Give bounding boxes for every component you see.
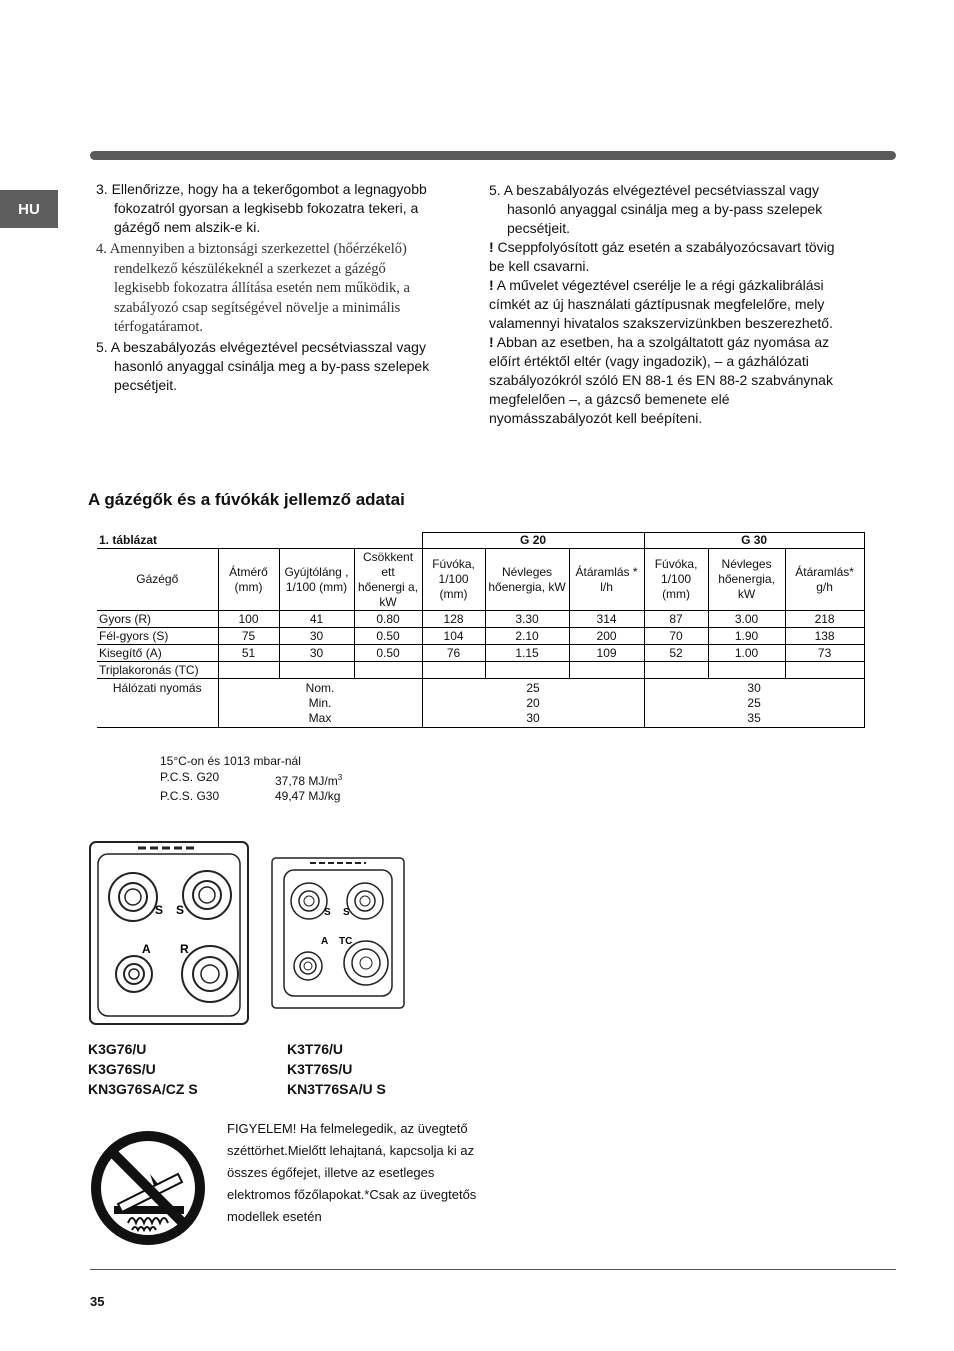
burner-label-s: S: [155, 903, 164, 917]
g20-header: G 20: [422, 533, 644, 549]
col-header: Névleges hőenergia, kW: [485, 549, 569, 611]
pressure-g20: 25 20 30: [422, 679, 644, 728]
col-header: Gázégő: [97, 549, 218, 611]
burner-label-a: A: [142, 942, 151, 956]
header-bar: [90, 151, 896, 160]
burner-label-a: A: [321, 936, 329, 947]
table-row: Gyors (R) 100 41 0.80 128 3.30 314 87 3.00 218: [97, 611, 864, 628]
burner-label-s: S: [176, 903, 185, 917]
burner-label-tc: TC: [339, 936, 353, 947]
g30-header: G 30: [644, 533, 864, 549]
hob-diagram-4-burner: [88, 840, 250, 1026]
table-caption: 1. táblázat: [97, 533, 422, 549]
step-4: 4. Amennyiben a biztonsági szerkezettel (hőérzékelő) rendelkező készülékeknél a szerkezet a gázégő legkisebb fokozatra állítása esetén nem működik, a szabályozó csap segítségével növelje a minimális térfogatáramot.: [96, 241, 410, 335]
model-list-left: K3G76/U K3G76S/U KN3G76SA/CZ S: [88, 1041, 198, 1097]
col-header: Fúvóka, 1/100 (mm): [422, 549, 485, 611]
burner-label-s: S: [324, 907, 331, 918]
section-title: A gázégők és a fúvókák jellemző adatai: [88, 490, 405, 509]
table-row: Fél-gyors (S) 75 30 0.50 104 2.10 200 70 1.90 138: [97, 628, 864, 645]
pressure-row: [97, 679, 864, 728]
note-lpg: ! Cseppfolyósított gáz esetén a szabályozócsavart tövig be kell csavarni.: [489, 239, 835, 274]
col-header: Gyújtóláng , 1/100 (mm): [279, 549, 354, 611]
left-column: [96, 180, 442, 395]
burner-label-s: S: [343, 907, 350, 918]
burner-data-table: [97, 532, 865, 728]
page-number: 35: [90, 1294, 105, 1309]
warning-text: FIGYELEM! Ha felmelegedik, az üvegtető széttörhet.Mielőtt lehajtaná, kapcsolja ki az összes égőfejet, illetve az esetleges elektromos főzőlapokat.*Csak az üvegtetős modellek esetén: [227, 1121, 477, 1224]
col-header: Névleges hőenergia, kW: [708, 549, 785, 611]
step-3: 3. Ellenőrizze, hogy ha a tekerőgombot a legnagyobb fokozatról gyorsan a legkisebb fokozatra tekeri, a gázégő nem alszik-e ki.: [96, 181, 427, 235]
pressure-label: Hálózati nyomás: [97, 679, 218, 728]
col-header: Átáramlás * l/h: [569, 549, 644, 611]
calorific-note: 15°C-on és 1013 mbar-nál P.C.S. G20 37,78 $MJ/m^3$ P.C.S. G30 49,47 MJ/kg: [160, 754, 343, 803]
table-row: Triplakoronás (TC): [97, 662, 864, 679]
step-5: 5. A beszabályozás elvégeztével pecsétviasszal vagy hasonló anyaggal csinálja meg a by-pass szelepek pecsétjeit.: [96, 338, 430, 393]
model-list-right: K3T76/U K3T76S/U KN3T76SA/U S: [287, 1041, 386, 1097]
note-label: ! A művelet végeztével cserélje le a régi gázkalibrálási címkét az új használati gáztípusnak megfelelőre, mely valamennyi hivatalos szakszervizünkben beszerezhető.: [489, 277, 833, 331]
col-header: Fúvóka, 1/100 (mm): [644, 549, 708, 611]
note-pressure: ! Abban az esetben, ha a szolgáltatott gáz nyomása az előírt értéktől eltér (vagy ingadozik), – a gázhálózati szabályozókról szóló EN 88-1 és EN 88-2 szabványnak megfelelően –, a gázcső bemenete elé nyomásszabályozót kell beépíteni.: [489, 334, 833, 426]
exclamation-mark: !: [489, 239, 494, 255]
hob-diagram-triple-crown: [270, 856, 406, 1010]
footer-line: [90, 1269, 896, 1270]
exclamation-mark: !: [489, 277, 494, 293]
col-header: Átáramlás* g/h: [785, 549, 864, 611]
right-column: [489, 181, 845, 428]
col-header: Csökkent ett hőenergi a, kW: [354, 549, 422, 611]
no-flame-warning-icon: [88, 1128, 208, 1248]
burner-label-r: R: [180, 942, 189, 956]
pressure-types: Nom. Min. Max: [218, 679, 422, 728]
language-tab: HU: [0, 190, 58, 228]
step-5-right: 5. A beszabályozás elvégeztével pecsétviasszal vagy hasonló anyaggal csinálja meg a by-pass szelepek pecsétjeit.: [489, 182, 823, 236]
exclamation-mark: !: [489, 334, 494, 350]
col-header: Átmérő (mm): [218, 549, 279, 611]
table-row: Kisegítő (A) 51 30 0.50 76 1.15 109 52 1.00 73: [97, 645, 864, 662]
pressure-g30: 30 25 35: [644, 679, 864, 728]
